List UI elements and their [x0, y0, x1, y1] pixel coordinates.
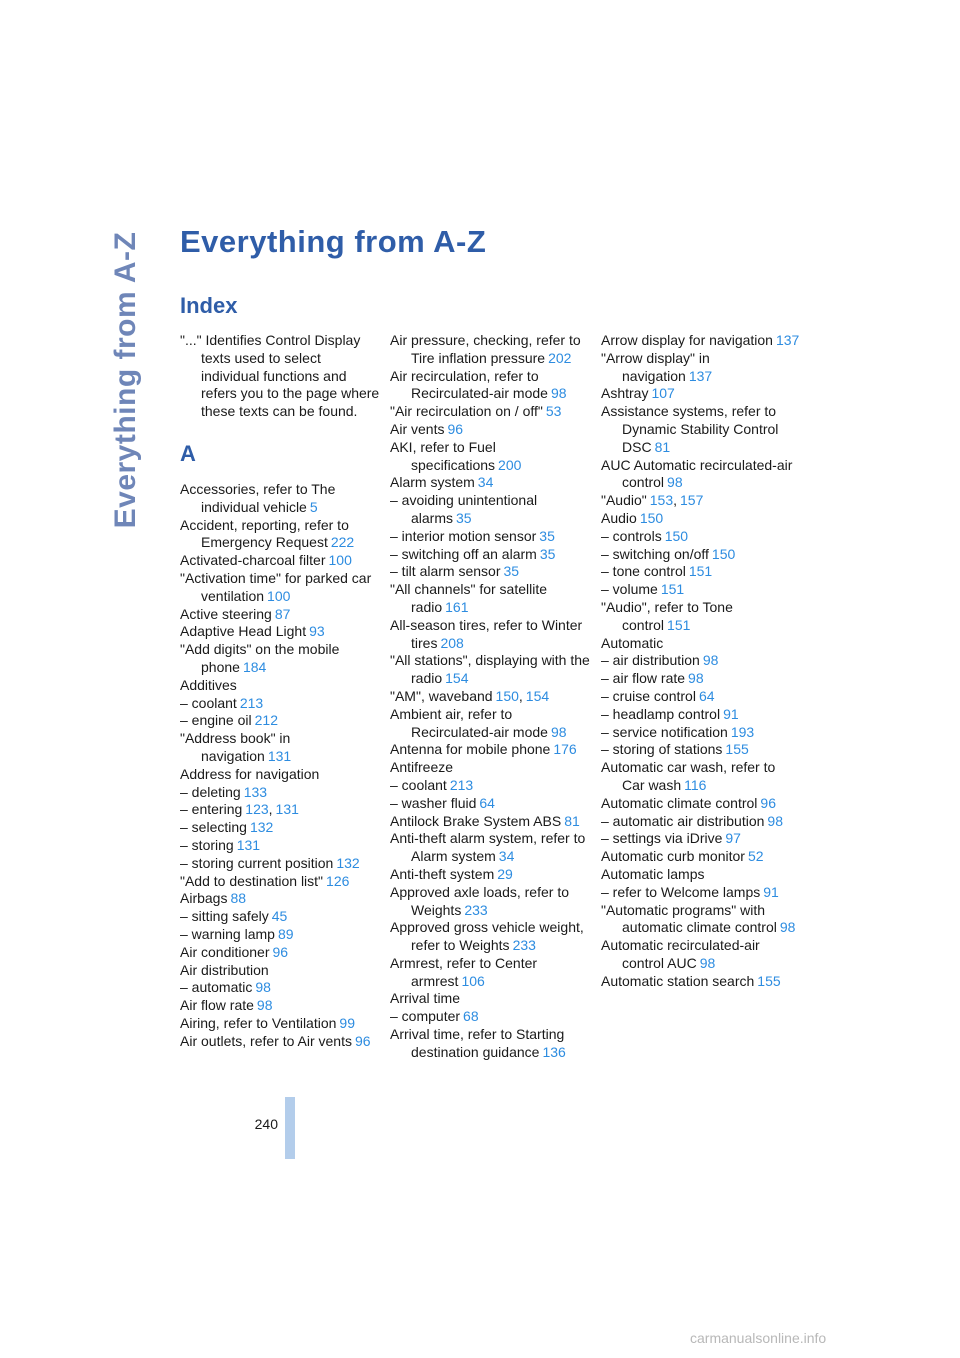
index-entry-text: "Audio" [601, 492, 647, 509]
index-entry-text: – engine oil [180, 712, 252, 729]
page-link[interactable]: 213 [239, 694, 264, 711]
index-entry [601, 795, 801, 813]
index-entry [390, 652, 590, 688]
page-link[interactable]: 222 [330, 534, 355, 551]
index-entry [390, 421, 590, 439]
page-link[interactable]: 97 [725, 830, 741, 847]
page-link[interactable]: 45 [271, 908, 288, 925]
index-entry [601, 385, 801, 403]
index-entry-text: Airbags [180, 890, 228, 907]
index-entry [601, 528, 801, 546]
index-entry-text: "Audio", refer to Tone control [601, 598, 733, 633]
page-link[interactable]: 91 [763, 883, 779, 900]
index-entry-text: Automatic [601, 634, 664, 651]
index-entry [601, 510, 801, 528]
page-link[interactable]: 29 [497, 865, 513, 882]
index-entry-text: "Air recirculation on / off" [390, 403, 543, 420]
page-link[interactable]: 98 [699, 954, 716, 971]
index-entry-text: Air vents [390, 420, 445, 437]
index-entry-text: Antifreeze [390, 759, 454, 776]
page-link[interactable]: 68 [463, 1008, 479, 1025]
index-entry-text: – switching off an alarm [390, 545, 537, 562]
index-entry [390, 617, 590, 653]
page-link[interactable]: 193 [730, 723, 755, 740]
index-entry [601, 973, 801, 991]
page-link[interactable]: 98 [550, 723, 567, 740]
page-link[interactable]: 91 [723, 705, 739, 722]
index-entry-text: Automatic car wash, refer to Car wash [601, 759, 776, 793]
index-entry [390, 759, 590, 777]
index-entry [180, 641, 380, 677]
page-link[interactable]: 131 [267, 747, 292, 764]
page-link[interactable]: 132 [336, 854, 360, 871]
page-link[interactable]: 136 [542, 1043, 566, 1060]
index-entry [390, 795, 590, 813]
index-entry-text: Accident, reporting, refer to Emergency Request [180, 516, 349, 551]
index-entry [390, 884, 590, 920]
page-link[interactable]: 155 [725, 741, 749, 758]
index-entry [601, 652, 801, 670]
index-entry [180, 1033, 380, 1051]
section-title: Index [180, 293, 238, 318]
index-entry-text: – controls [601, 527, 662, 544]
index-entry-text: All-season tires, refer to Winter tires [390, 616, 583, 651]
index-entry-text: – refer to Welcome lamps [601, 883, 761, 900]
index-entry [180, 481, 380, 517]
page-link[interactable]: 98 [767, 812, 783, 829]
index-entry [390, 777, 590, 795]
index-entry [390, 439, 590, 475]
page-link[interactable]: 98 [667, 474, 683, 491]
index-entry [390, 1008, 590, 1026]
page-link[interactable]: 34 [498, 848, 515, 865]
index-entry-text: – air distribution [601, 652, 700, 669]
page-link[interactable]: 96 [272, 943, 289, 960]
page-link[interactable]: 132 [249, 819, 274, 836]
index-entry-text: Ambient air, refer to Recirculated-air mode [390, 705, 548, 740]
index-entry-text: Arrow display for navigation [601, 332, 773, 348]
page-link[interactable]: 150 [639, 509, 664, 526]
index-entry [180, 677, 380, 695]
page-link[interactable]: 64 [479, 794, 495, 811]
index-entry [180, 997, 380, 1015]
index-entry-text: – automatic air distribution [601, 812, 765, 829]
index-entry [180, 908, 380, 926]
index-entry [390, 955, 590, 991]
index-entry-text: Automatic lamps [601, 865, 705, 882]
page-link[interactable]: 208 [440, 634, 464, 651]
index-entry [180, 766, 380, 784]
page-link[interactable]: 35 [539, 545, 556, 562]
index-entry [601, 848, 801, 866]
page-link[interactable]: 88 [230, 890, 247, 907]
index-entry-text: – avoiding unintentional alarms [390, 492, 538, 526]
index-entry-text: – selecting [180, 819, 247, 836]
page-link[interactable]: 64 [698, 687, 715, 704]
index-entry [180, 695, 380, 713]
page-number: 240 [254, 1116, 278, 1132]
index-entry [390, 1026, 590, 1062]
index-entry [601, 457, 801, 493]
index-entry-text: Automatic curb monitor [601, 848, 745, 865]
index-entry [601, 830, 801, 848]
index-entry [601, 563, 801, 581]
index-entry-text: – tone control [601, 563, 686, 580]
index-entry-text: – automatic [180, 979, 253, 996]
page-link[interactable]: 96 [760, 794, 776, 811]
index-entry [601, 546, 801, 564]
index-entry [390, 474, 590, 492]
page-link[interactable]: 233 [464, 901, 488, 918]
index-entry [180, 801, 380, 819]
index-entry-text: – interior motion sensor [390, 527, 537, 544]
index-entry-text: – settings via iDrive [601, 830, 723, 847]
index-entry-text: Automatic climate control [601, 794, 758, 811]
index-column-3 [601, 332, 801, 990]
index-entry-text: "All channels" for satellite radio [390, 581, 548, 615]
page-link[interactable]: 202 [548, 349, 572, 366]
index-entry-text: – storing current position [180, 854, 334, 871]
index-entry [180, 517, 380, 553]
page-link[interactable]: 106 [461, 972, 485, 989]
page-link[interactable]: 213 [449, 776, 474, 793]
page-link[interactable]: 89 [277, 925, 294, 942]
index-entry [390, 813, 590, 831]
page-link[interactable]: 151 [660, 581, 685, 598]
page-link[interactable]: 34 [477, 474, 494, 491]
index-entry-text: Airing, refer to Ventilation [180, 1014, 337, 1031]
index-entry-text: – deleting [180, 783, 241, 800]
index-entry-text: "All stations", displaying with the radio [390, 652, 590, 687]
index-entry [180, 979, 380, 997]
page-link[interactable]: 81 [564, 812, 580, 829]
index-entry-text: Assistance systems, refer to Dynamic Stability Control DSC [601, 403, 779, 455]
index-entry [180, 712, 380, 730]
side-tab [96, 230, 156, 530]
page-link[interactable]: 107 [651, 385, 675, 402]
index-entry [180, 606, 380, 624]
page-link[interactable]: 126 [326, 872, 350, 889]
index-entry-text: Address for navigation [180, 765, 320, 782]
watermark: carmanualsonline.info [690, 1330, 827, 1346]
index-entry [601, 403, 801, 456]
index-entry [601, 706, 801, 724]
index-entry [180, 784, 380, 802]
index-entry [601, 492, 801, 510]
index-entry-text: – sitting safely [180, 908, 269, 925]
index-entry [390, 368, 590, 404]
index-entry-text: Approved axle loads, refer to Weights [390, 883, 569, 918]
page-link[interactable]: 53 [545, 403, 562, 420]
index-entry-text: Air pressure, checking, refer to Tire inflation pressure [390, 332, 581, 366]
index-entry [180, 623, 380, 641]
index-entry [180, 730, 380, 766]
index-entry-text: Audio [601, 509, 637, 526]
page-title: Everything from A-Z [180, 224, 487, 259]
page-link[interactable]: 155 [757, 972, 781, 989]
page-link[interactable]: 131 [275, 801, 299, 818]
index-entry-text: Arrival time, refer to Starting destination guidance [390, 1026, 565, 1060]
index-entry-text: "Arrow display" in navigation [601, 349, 710, 384]
page-link[interactable]: 150 [495, 687, 519, 704]
index-entry [601, 599, 801, 635]
index-entry-text: – coolant [180, 694, 237, 711]
index-letter-heading: A [180, 440, 196, 466]
index-entry-text: "Activation time" for parked car ventilation [180, 569, 372, 604]
index-entry [180, 552, 380, 570]
index-entry-text: "Add to destination list" [180, 872, 324, 889]
index-entry [601, 670, 801, 688]
index-entry-text: Ashtray [601, 385, 649, 402]
page-link[interactable]: 161 [445, 598, 469, 615]
index-entry-text: Antilock Brake System ABS [390, 812, 562, 829]
index-entry-text: – headlamp control [601, 705, 721, 722]
index-entry [390, 403, 590, 421]
index-entry [390, 706, 590, 742]
index-entry-text: Automatic station search [601, 972, 755, 989]
index-entry-text: Air recirculation, refer to Recirculated-air mode [390, 367, 548, 402]
index-entry [601, 350, 801, 386]
index-entry [390, 563, 590, 581]
page-separator: , [518, 687, 523, 704]
page-link[interactable]: 100 [267, 587, 291, 604]
index-entry-text: "AM", waveband [390, 687, 493, 704]
index-entry [180, 819, 380, 837]
index-entry-text: Alarm system [390, 474, 475, 491]
index-column-1 [180, 332, 380, 1050]
page-link[interactable]: 98 [779, 919, 796, 936]
page-link[interactable]: 98 [256, 997, 273, 1014]
index-entry-text: "Address book" in navigation [180, 730, 291, 764]
index-entry [601, 724, 801, 742]
page-link[interactable]: 99 [339, 1014, 355, 1031]
index-entry [601, 937, 801, 973]
index-entry [180, 944, 380, 962]
page-link[interactable]: 176 [553, 741, 577, 758]
index-entry-text: – service notification [601, 723, 728, 740]
index-entry [601, 581, 801, 599]
page-link[interactable]: 35 [456, 509, 472, 526]
page-link[interactable]: 137 [688, 367, 713, 384]
page-link[interactable]: 98 [702, 652, 719, 669]
index-entry [601, 759, 801, 795]
index-entry [601, 866, 801, 884]
index-entry [390, 919, 590, 955]
page-link[interactable]: 123 [245, 801, 269, 818]
index-entry [390, 492, 590, 528]
page-link[interactable]: 96 [447, 420, 464, 437]
page-link[interactable]: 151 [667, 616, 691, 633]
page-bar [285, 1097, 295, 1159]
index-entry-text: Automatic recirculated-air control AUC [601, 937, 760, 971]
page-link[interactable]: 157 [680, 492, 704, 509]
index-entry [601, 635, 801, 653]
page-link[interactable]: 137 [775, 332, 800, 348]
page-link[interactable]: 116 [684, 776, 707, 793]
index-entry-text: – storing [180, 836, 234, 853]
index-entry [180, 570, 380, 606]
index-entry-text: – tilt alarm sensor [390, 563, 501, 580]
page-link[interactable]: 150 [711, 545, 736, 562]
index-entry-text: – washer fluid [390, 794, 477, 811]
index-entry-text: Air conditioner [180, 943, 270, 960]
index-entry-text: – volume [601, 581, 658, 598]
page-link[interactable]: 5 [309, 498, 318, 515]
index-entry [390, 741, 590, 759]
index-entry-text: – cruise control [601, 687, 696, 704]
page-link[interactable]: 35 [539, 527, 555, 544]
index-entry-text: – entering [180, 801, 243, 818]
index-entry-text: Air distribution [180, 961, 269, 978]
page-link[interactable]: 233 [512, 937, 536, 954]
page-link[interactable]: 133 [243, 783, 268, 800]
page-link[interactable]: 35 [503, 563, 520, 580]
page-link[interactable]: 212 [254, 712, 278, 729]
page-separator: , [673, 492, 677, 509]
side-tab-label: Everything from A-Z [109, 231, 142, 529]
index-entry [180, 962, 380, 980]
index-entry-text: Air outlets, refer to Air vents [180, 1032, 352, 1049]
page-link[interactable]: 52 [747, 848, 764, 865]
index-entry [390, 546, 590, 564]
index-entry-text: Anti-theft alarm system, refer to Alarm system [390, 830, 586, 865]
index-intro [180, 332, 380, 421]
index-entry-text: Additives [180, 676, 237, 693]
page-link[interactable]: 131 [236, 836, 261, 853]
page-link[interactable]: 98 [255, 979, 271, 996]
index-entry [601, 902, 801, 938]
index-entry-text: Arrival time [390, 990, 461, 1007]
index-entry [390, 332, 590, 368]
index-entry [390, 830, 590, 866]
index-entry [601, 332, 801, 350]
index-entry [180, 1015, 380, 1033]
index-entry [390, 581, 590, 617]
index-entry-text: Adaptive Head Light [180, 623, 307, 640]
index-entry-text: "..." Identifies Control Display texts used to select individual functions and refers you to the page where these texts can be found. [180, 332, 380, 420]
index-entry-text: Activated-charcoal filter [180, 552, 326, 569]
index-entry [180, 855, 380, 873]
index-entry-text: – coolant [390, 776, 447, 793]
index-entry [390, 866, 590, 884]
page-link[interactable]: 150 [664, 527, 689, 544]
index-entry-text: "Add digits" on the mobile phone [180, 641, 340, 675]
index-entry-text: AUC Automatic recirculated-air control [601, 456, 793, 491]
page-link[interactable]: 87 [274, 605, 291, 622]
index-entry-text: Air flow rate [180, 997, 254, 1014]
index-entry [601, 813, 801, 831]
index-entry [390, 688, 590, 706]
page-link[interactable]: 151 [688, 563, 713, 580]
index-entry-text: Anti-theft system [390, 865, 495, 882]
page-link[interactable]: 200 [498, 456, 522, 473]
index-entry [601, 688, 801, 706]
page-link[interactable]: 153 [649, 492, 674, 509]
index-entry [180, 926, 380, 944]
index-entry-text: Accessories, refer to The individual vehicle [180, 480, 336, 515]
index-entry-text: Antenna for mobile phone [390, 741, 551, 758]
index-entry-text: – switching on/off [601, 545, 709, 562]
page-link[interactable]: 98 [550, 385, 567, 402]
index-entry [180, 837, 380, 855]
index-entry [601, 741, 801, 759]
index-entry [390, 528, 590, 546]
page-link[interactable]: 100 [328, 552, 352, 569]
page-separator: , [268, 801, 273, 818]
index-entry-text: Approved gross vehicle weight, refer to Weights [390, 919, 584, 954]
index-entry-text: – computer [390, 1008, 461, 1025]
index-entry-text: – storing of stations [601, 741, 723, 758]
index-entry [601, 884, 801, 902]
index-entry-text: AKI, refer to Fuel specifications [390, 438, 496, 473]
page-link[interactable]: 81 [654, 438, 671, 455]
index-entry-text: "Automatic programs" with automatic climate control [601, 901, 777, 936]
index-entry-text: – warning lamp [180, 925, 275, 942]
page-link[interactable]: 154 [445, 670, 469, 687]
index-entry [180, 873, 380, 891]
index-column-2 [390, 332, 590, 1062]
index-entry [390, 990, 590, 1008]
page-link[interactable]: 98 [688, 670, 704, 687]
index-entry [180, 890, 380, 908]
page-link[interactable]: 93 [309, 623, 325, 640]
index-entry-text: Armrest, refer to Center armrest [390, 954, 538, 989]
index-entry-text: – air flow rate [601, 670, 686, 687]
page-link[interactable]: 184 [242, 658, 267, 675]
index-entry-text: Active steering [180, 605, 272, 622]
page-link[interactable]: 96 [354, 1032, 371, 1049]
page-link[interactable]: 154 [525, 687, 550, 704]
